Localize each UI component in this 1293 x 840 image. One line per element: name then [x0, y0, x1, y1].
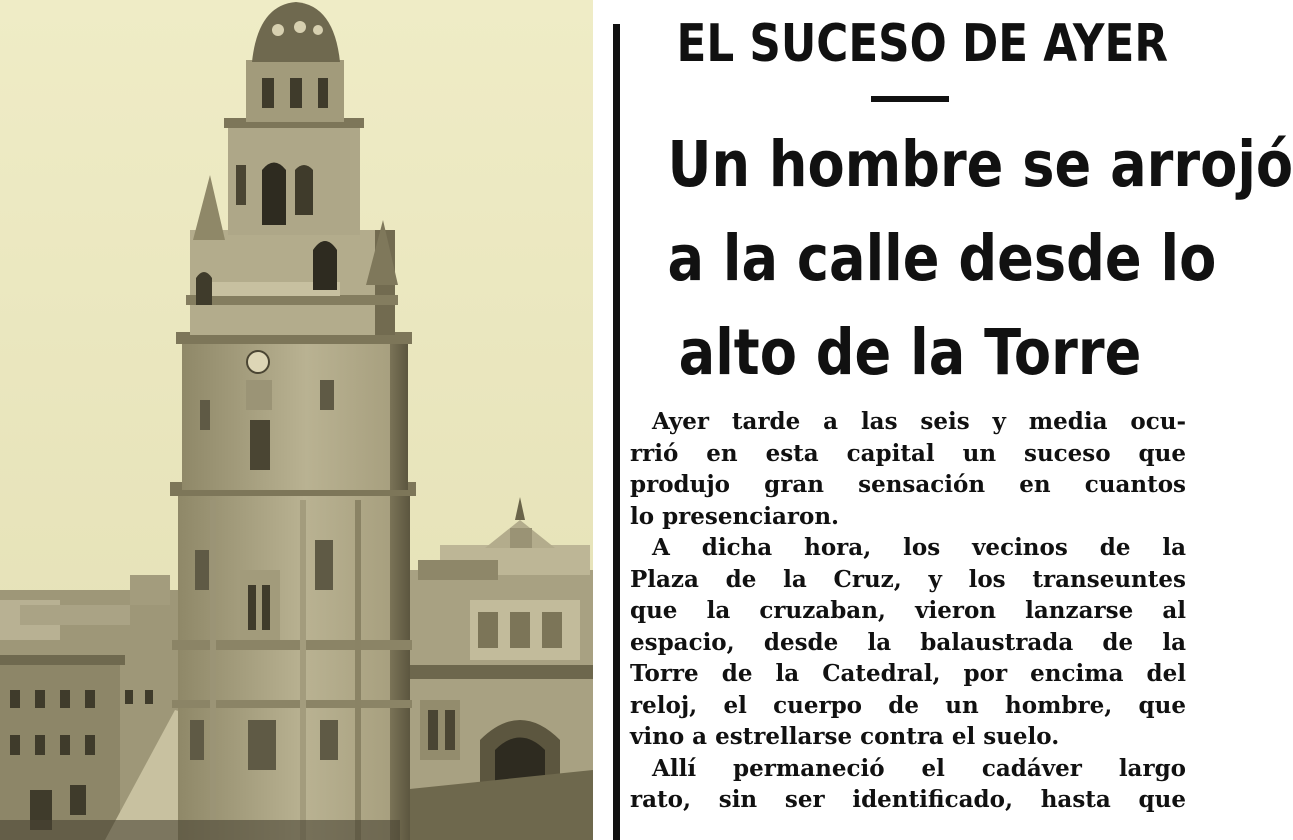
body-line: rrió en esta capital un suceso que — [630, 439, 1186, 467]
cathedral-tower-photo — [0, 0, 593, 840]
body-line: vino a estrellarse contra el suelo. — [630, 723, 1060, 750]
body-line: reloj, el cuerpo de un hombre, que — [630, 691, 1186, 719]
tower-middle — [176, 332, 412, 490]
headline-line: Un hombre se arrojó — [667, 128, 1293, 201]
body-line: Plaza de la Cruz, y los transeuntes — [630, 565, 1186, 593]
body-line: espacio, desde la balaustrada de la — [630, 628, 1186, 656]
tower-illustration — [0, 0, 593, 840]
tower-base — [170, 482, 416, 840]
body-line: rato, sin ser identificado, hasta que — [630, 786, 1186, 813]
gutter — [593, 0, 609, 840]
body-line: A dicha hora, los vecinos de la — [652, 534, 1186, 561]
body-line: Torre de la Catedral, por encima del — [630, 660, 1186, 687]
body-line: lo presenciaron. — [630, 502, 840, 530]
tower-lantern — [224, 118, 364, 235]
body-line: produjo gran sensación en cuantos — [630, 471, 1186, 498]
kicker-rule — [871, 96, 949, 102]
body-line: Allí permaneció el cadáver largo — [652, 754, 1186, 782]
tower-bell-tier — [186, 230, 398, 335]
kicker: EL SUCESO DE AYER — [676, 14, 1169, 74]
headline-line: alto de la Torre — [678, 316, 1142, 389]
clock-icon — [247, 351, 269, 373]
article-body — [630, 406, 1186, 816]
column-rule — [613, 24, 620, 840]
headline-line: a la calle desde lo — [667, 222, 1217, 295]
body-line: que la cruzaban, vieron lanzarse al — [630, 597, 1186, 624]
headline — [628, 118, 1293, 400]
body-line: Ayer tarde a las seis y media ocu- — [652, 408, 1186, 435]
